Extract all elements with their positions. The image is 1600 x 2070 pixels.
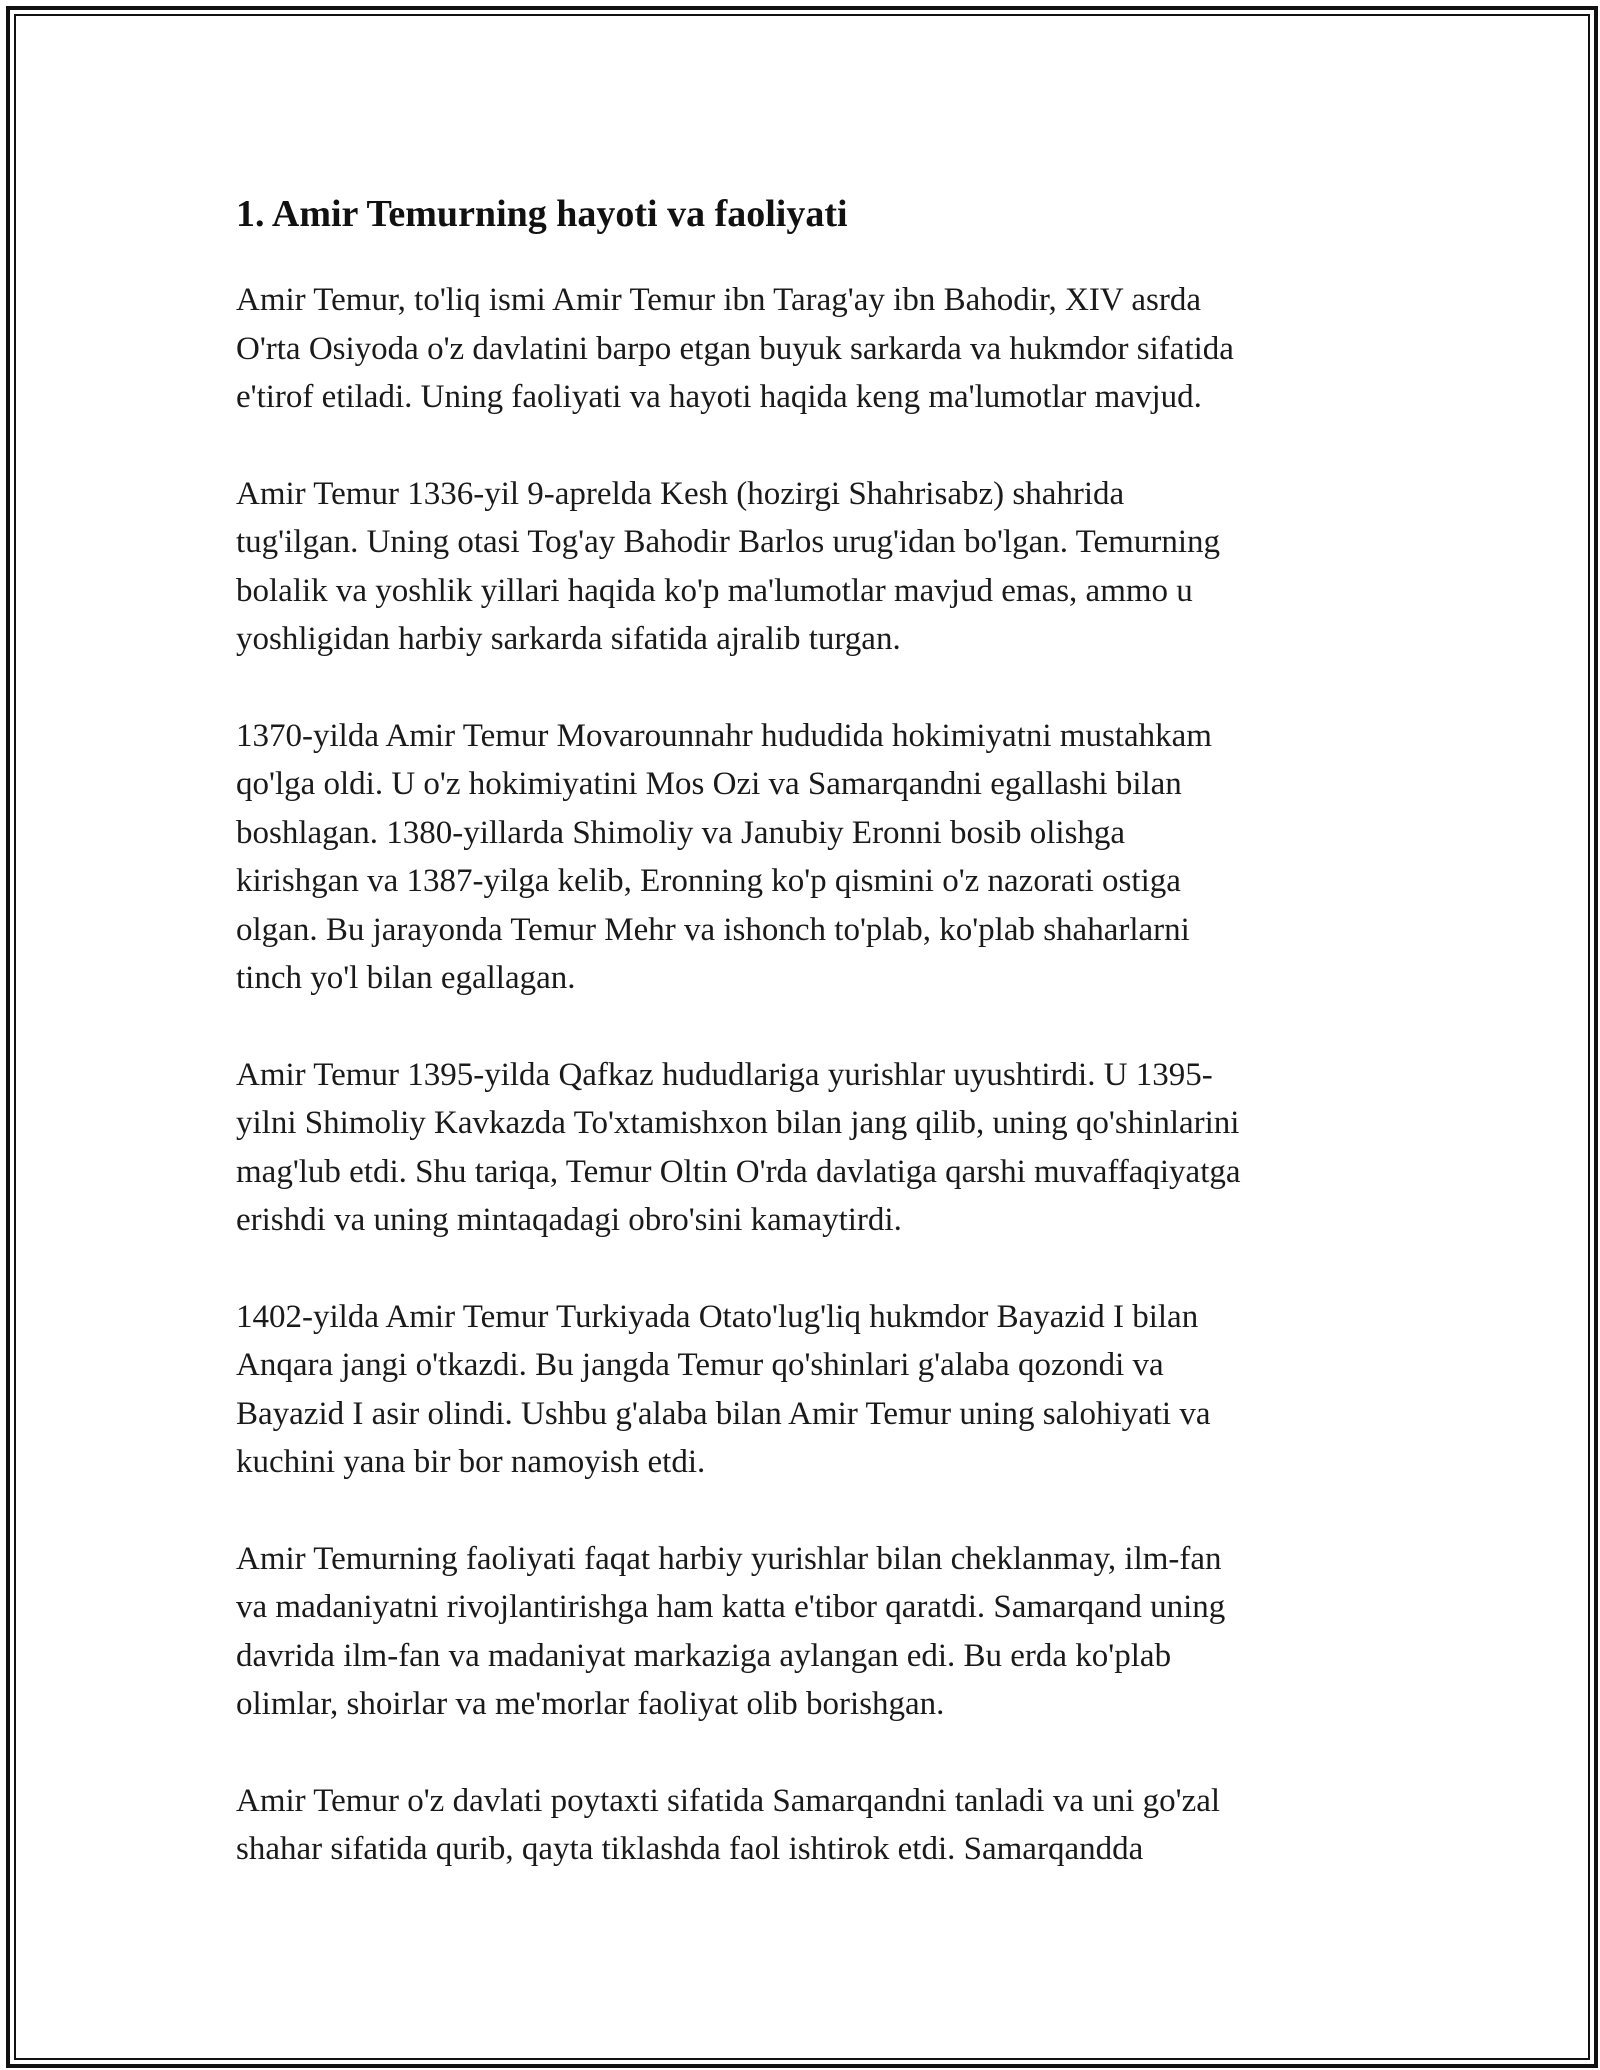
line: Amir Temur o'z davlati poytaxti sifatida Samarqandni tanladi va uni go'zal: [236, 1782, 1221, 1819]
line: olimlar, shoirlar va me'morlar faoliyat olib borishgan.: [236, 1686, 945, 1722]
line: qo'lga oldi. U o'z hokimiyatini Mos Ozi va Samarqandni egallashi bilan: [236, 766, 1182, 802]
line: kirishgan va 1387-yilga kelib, Eronning ko'p qismini o'z nazorati ostiga: [236, 863, 1181, 899]
paragraph-7: [236, 1777, 1366, 1874]
line: O'rta Osiyoda o'z davlatini barpo etgan buyuk sarkarda va hukmdor sifatida: [236, 330, 1234, 367]
line: Anqara jangi o'tkazdi. Bu jangda Temur qo'shinlari g'alaba qozondi va: [236, 1347, 1164, 1383]
line: kuchini yana bir bor namoyish etdi.: [236, 1444, 706, 1480]
paragraph-5: [236, 1293, 1366, 1487]
line: tug'ilgan. Uning otasi Tog'ay Bahodir Barlos urug'idan bo'lgan. Temurning: [236, 524, 1220, 560]
line: Amir Temur 1336-yil 9-aprelda Kesh (hozirgi Shahrisabz) shahrida: [236, 475, 1125, 512]
line: Amir Temur 1395-yilda Qafkaz hududlariga yurishlar uyushtirdi. U 1395-: [236, 1056, 1213, 1093]
line: va madaniyatni rivojlantirishga ham katta e'tibor qaratdi. Samarqand uning: [236, 1589, 1226, 1625]
paragraph-4: [236, 1051, 1366, 1245]
line: erishdi va uning mintaqadagi obro'sini kamaytirdi.: [236, 1202, 902, 1238]
paragraph-1: [236, 276, 1366, 422]
line: 1402-yilda Amir Temur Turkiyada Otato'lug'liq hukmdor Bayazid I bilan: [236, 1298, 1199, 1335]
line: mag'lub etdi. Shu tariqa, Temur Oltin O'rda davlatiga qarshi muvaffaqiyatga: [236, 1153, 1241, 1190]
paragraph-2: [236, 470, 1366, 664]
line: yilni Shimoliy Kavkazda To'xtamishxon bilan jang qilib, uning qo'shinlarini: [236, 1105, 1240, 1141]
line: olgan. Bu jarayonda Temur Mehr va ishonch to'plab, ko'plab shaharlarni: [236, 911, 1190, 948]
line: Amir Temurning faoliyati faqat harbiy yurishlar bilan cheklanmay, ilm-fan: [236, 1540, 1222, 1577]
line: davrida ilm-fan va madaniyat markaziga aylangan edi. Bu erda ko'plab: [236, 1637, 1172, 1674]
paragraph-6: [236, 1535, 1366, 1729]
document-body: [236, 276, 1366, 1874]
line: e'tirof etiladi. Uning faoliyati va hayoti haqida keng ma'lumotlar mavjud.: [236, 379, 1202, 415]
line: shahar sifatida qurib, qayta tiklashda faol ishtirok etdi. Samarqandda: [236, 1831, 1144, 1867]
line: tinch yo'l bilan egallagan.: [236, 960, 576, 996]
line: Bayazid I asir olindi. Ushbu g'alaba bilan Amir Temur uning salohiyati va: [236, 1395, 1211, 1432]
document-page: [236, 180, 1366, 1922]
line: 1370-yilda Amir Temur Movarounnahr hududida hokimiyatni mustahkam: [236, 717, 1212, 754]
line: Amir Temur, to'liq ismi Amir Temur ibn Tarag'ay ibn Bahodir, XIV asrda: [236, 282, 1201, 318]
line: bolalik va yoshlik yillari haqida ko'p ma'lumotlar mavjud emas, ammo u: [236, 572, 1193, 609]
paragraph-3: [236, 712, 1366, 1003]
document-title: 1. Amir Temurning hayoti va faoliyati: [236, 193, 848, 235]
line: boshlagan. 1380-yillarda Shimoliy va Janubiy Eronni bosib olishga: [236, 814, 1126, 851]
line: yoshligidan harbiy sarkarda sifatida ajralib turgan.: [236, 621, 901, 657]
